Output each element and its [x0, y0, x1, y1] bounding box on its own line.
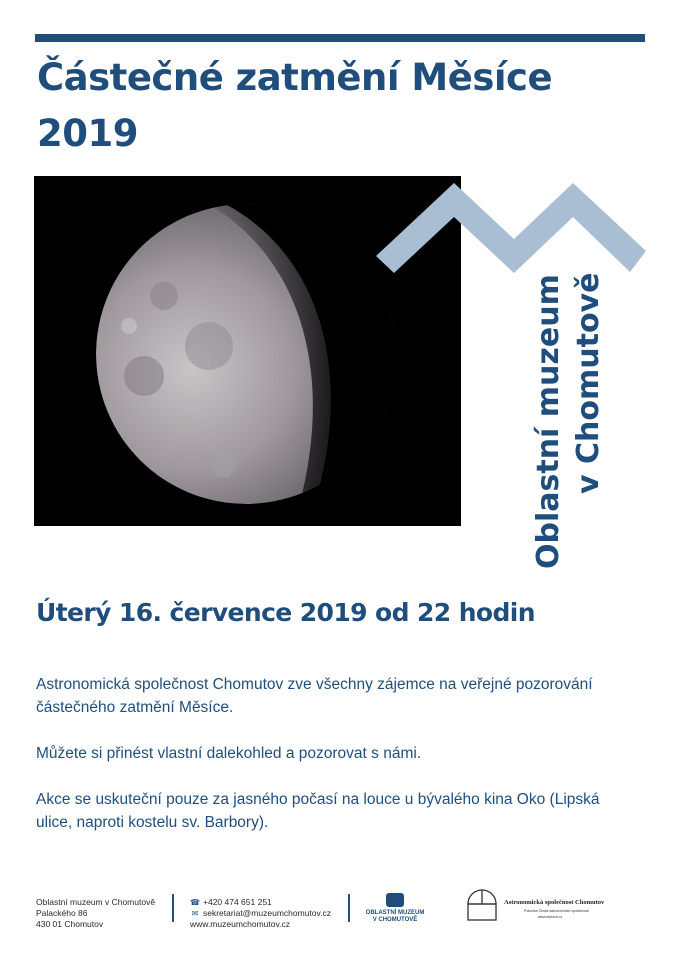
observatory-dome-icon [466, 887, 498, 921]
astro-society-web: www.astroch.cz [538, 915, 563, 919]
page-title: Částečné zatmění Měsíce 2019 [37, 56, 553, 155]
paragraph-invitation: Astronomická společnost Chomutov zve všechny zájemce na veřejné pozorování částečného zatmění Měsíce. [36, 676, 593, 716]
footer [0, 885, 679, 935]
footer-contacts [190, 897, 331, 930]
museum-name-line1: Oblastní muzeum [531, 274, 566, 569]
top-accent-bar [35, 34, 645, 42]
address-line: Oblastní muzeum v Chomutově [36, 897, 156, 907]
footer-divider [172, 894, 174, 922]
paragraph-location: Akce se uskuteční pouze za jasného počasí na louce u bývalého kina Oko (Lipská ulice, naproti kostelu sv. Barbory). [36, 791, 600, 831]
footer-phone: +420 474 651 251 [203, 897, 272, 907]
footer-museum-logo [365, 893, 425, 924]
footer-web[interactable]: www.muzeumchomutov.cz [190, 919, 290, 929]
event-date: Úterý 16. července 2019 od 22 hodin [36, 598, 535, 627]
astro-society-subtitle: Pobočka České astronomické společnosti [524, 909, 589, 913]
footer-divider [348, 894, 350, 922]
museum-badge-icon [386, 893, 404, 907]
museum-name-line2: v Chomutově [571, 272, 606, 494]
footer-address [36, 897, 155, 930]
address-line: 430 01 Chomutov [36, 919, 104, 929]
email-icon: ✉ [191, 909, 199, 918]
footer-email[interactable]: sekretariat@muzeumchomutov.cz [203, 908, 331, 918]
paragraph-telescope: Můžete si přinést vlastní dalekohled a pozorovat s námi. [36, 745, 422, 762]
museum-logo-line2: V CHOMUTOVĚ [372, 917, 418, 923]
address-line: Palackého 86 [36, 908, 88, 918]
astro-society-name: Astronomická společnost Chomutov [504, 899, 605, 906]
phone-icon: ☎ [190, 898, 200, 907]
museum-logo-line1: OBLASTNÍ MUZEUM [365, 910, 425, 916]
museum-name-vertical [510, 254, 630, 574]
footer-astro-society-logo [466, 885, 616, 927]
event-description [36, 673, 636, 857]
